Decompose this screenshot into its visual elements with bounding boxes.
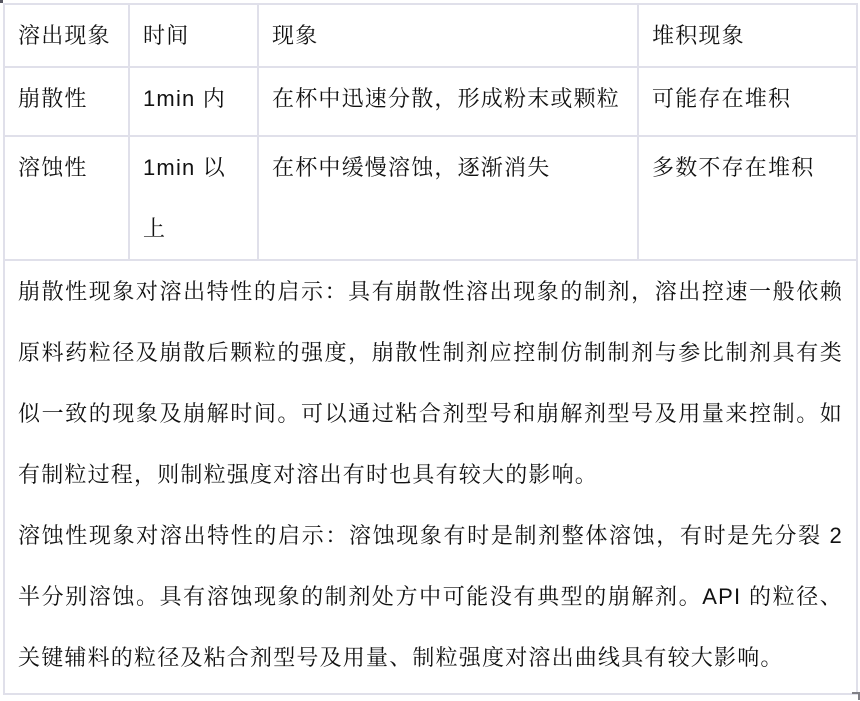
- cell-category-disintegrating[interactable]: 崩散性: [4, 67, 129, 136]
- note-erosion-implications: 溶蚀性现象对溶出特性的启示：溶蚀现象有时是制剂整体溶蚀，有时是先分裂 2 半分别溶蚀。具有溶蚀现象的制剂处方中可能没有典型的崩解剂。API 的粒径、关键辅料的粒径及粘合剂型号及用量、制粒强度对溶出曲线具有较大影响。: [18, 523, 843, 670]
- notes-content: [18, 261, 843, 693]
- table-header-row: [4, 4, 857, 67]
- header-cell-time[interactable]: 时间: [129, 4, 258, 67]
- cell-time-eroding[interactable]: 1min 以上: [129, 136, 258, 260]
- cell-phenomenon-disintegrating[interactable]: 在杯中迅速分散，形成粉末或颗粒: [258, 67, 638, 136]
- table-row-eroding: [4, 136, 857, 260]
- cell-accumulation-disintegrating[interactable]: 可能存在堆积: [638, 67, 857, 136]
- table-resize-handle-icon[interactable]: [852, 692, 860, 700]
- note-disintegration-implications: 崩散性现象对溶出特性的启示：具有崩散性溶出现象的制剂，溶出控速一般依赖原料药粒径及崩散后颗粒的强度，崩散性制剂应控制仿制制剂与参比制剂具有类似一致的现象及崩解时间。可以通过粘合剂型号和崩解剂型号及用量来控制。如有制粒过程，则制粒强度对溶出有时也具有较大的影响。: [18, 279, 843, 487]
- table-row-disintegrating: [4, 67, 857, 136]
- cell-notes[interactable]: [4, 260, 857, 694]
- cell-accumulation-eroding[interactable]: 多数不存在堆积: [638, 136, 857, 260]
- cell-time-disintegrating[interactable]: 1min 内: [129, 67, 258, 136]
- table-notes-row: [4, 260, 857, 694]
- header-cell-phenomenon[interactable]: 现象: [258, 4, 638, 67]
- header-cell-accumulation[interactable]: 堆积现象: [638, 4, 857, 67]
- cell-phenomenon-eroding[interactable]: 在杯中缓慢溶蚀，逐渐消失: [258, 136, 638, 260]
- dissolution-phenomena-table: [3, 3, 858, 695]
- header-cell-dissolution-phenomenon[interactable]: 溶出现象: [4, 4, 129, 67]
- cell-category-eroding[interactable]: 溶蚀性: [4, 136, 129, 260]
